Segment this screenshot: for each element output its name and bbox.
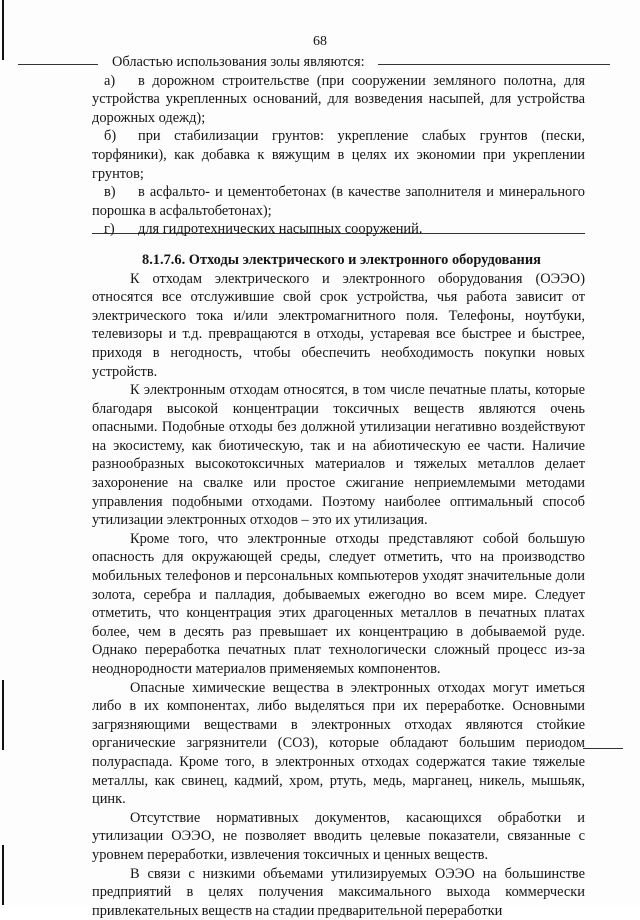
list-text: в дорожном строительстве (при сооружении земляного полотна, для устройства укрепленных оснований, для возведения насыпей, для устройства дорожных одежд);	[92, 72, 585, 126]
ash-intro: Областью использования золы являются:	[112, 54, 365, 70]
section-heading: 8.1.7.6. Отходы электрического и электронного оборудования	[142, 251, 541, 268]
list-marker: б)	[104, 128, 117, 145]
paragraph: К отходам электрического и электронного оборудования (ОЭЭО) относятся все отслужившие свой срок устройства, чья работа зависит от электрического тока и/или электромагнитного поля. Телефоны, ноутбуки, телевизоры и т.д. превращаются в отходы, устаревая все быстрее и быстрее, приходя в негодность, чтобы обеспечить необходимость покупки новых устройств.	[92, 270, 585, 380]
scan-edge-mark	[2, 845, 4, 905]
page-number: 68	[313, 34, 327, 49]
scan-edge-mark	[2, 680, 4, 750]
paragraph: Опасные химические вещества в электронных отходах могут иметься либо в их компонентах, либо выделяться при их переработке. Основными загрязняющими веществами в электронных отходах являются стойкие органические загрязнители (СОЗ), которые обладают большим периодом полураспада. Кроме того, в электронных отходах содержатся такие тяжелые металлы, как свинец, кадмий, хром, ртуть, медь, марганец, никель, мышьяк, цинк.	[92, 679, 585, 808]
paragraph: К электронным отходам относятся, в том числе печатные платы, которые благодаря высокой концентрации токсичных веществ являются очень опасными. Подобные отходы без должной утилизации негативно воздействуют на экосистему, как биотическую, так и на абиотическую ее части. Наличие разнообразных высокотоксичных материалов и тяжелых металлов делает захоронение на свалке или простое сжигание неприемлемыми методами управления подобными отходами. Поэтому наиболее оптимальный способ утилизации электронных отходов – это их утилизация.	[92, 382, 585, 529]
paragraph: В связи с низкими объемами утилизируемых ОЭЭО на большинстве предприятий в целях получения максимального выхода коммерчески привлекательных веществ на стадии предварительной переработки	[92, 865, 585, 919]
page-content	[92, 53, 585, 920]
list-text: для гидротехнических насыпных сооружений.	[138, 221, 423, 238]
paragraph: Кроме того, что электронные отходы представляют собой большую опасность для окружающей среды, следует отметить, что на производство мобильных телефонов и персональных компьютеров уходят значительные доли золота, серебра и палладия, добываемых ежегодно во всем мире. Следует отметить, что концентрация этих драгоценных металлов в печатных платах более, чем в десять раз превышает их концентрацию в добываемой руде. Однако переработка печатных плат технологически сложный процесс из-за неоднородности материалов применяемых компонентов.	[92, 530, 585, 677]
list-marker: в)	[104, 184, 116, 201]
list-item	[92, 72, 585, 128]
list-text: в асфальто- и цементобетонах (в качестве заполнителя и минерального порошка в асфальтобетонах);	[92, 184, 585, 219]
list-item	[92, 183, 585, 220]
list-marker: а)	[104, 72, 116, 89]
list-item	[92, 127, 585, 183]
list-marker: г)	[104, 221, 115, 238]
list-text: при стабилизации грунтов: укрепление слабых грунтов (пески, торфяники), как добавка к вяжущим в целях их экономии при укреплении грунтов;	[92, 128, 585, 182]
scan-rule-line	[18, 64, 98, 65]
scan-rule-line	[583, 748, 623, 749]
list-item	[92, 220, 585, 239]
paragraph: Отсутствие нормативных документов, касающихся обработки и утилизации ОЭЭО, не позволяет вводить целевые показатели, связанные с уровнем переработки, извлечения токсичных и ценных веществ.	[92, 809, 585, 863]
